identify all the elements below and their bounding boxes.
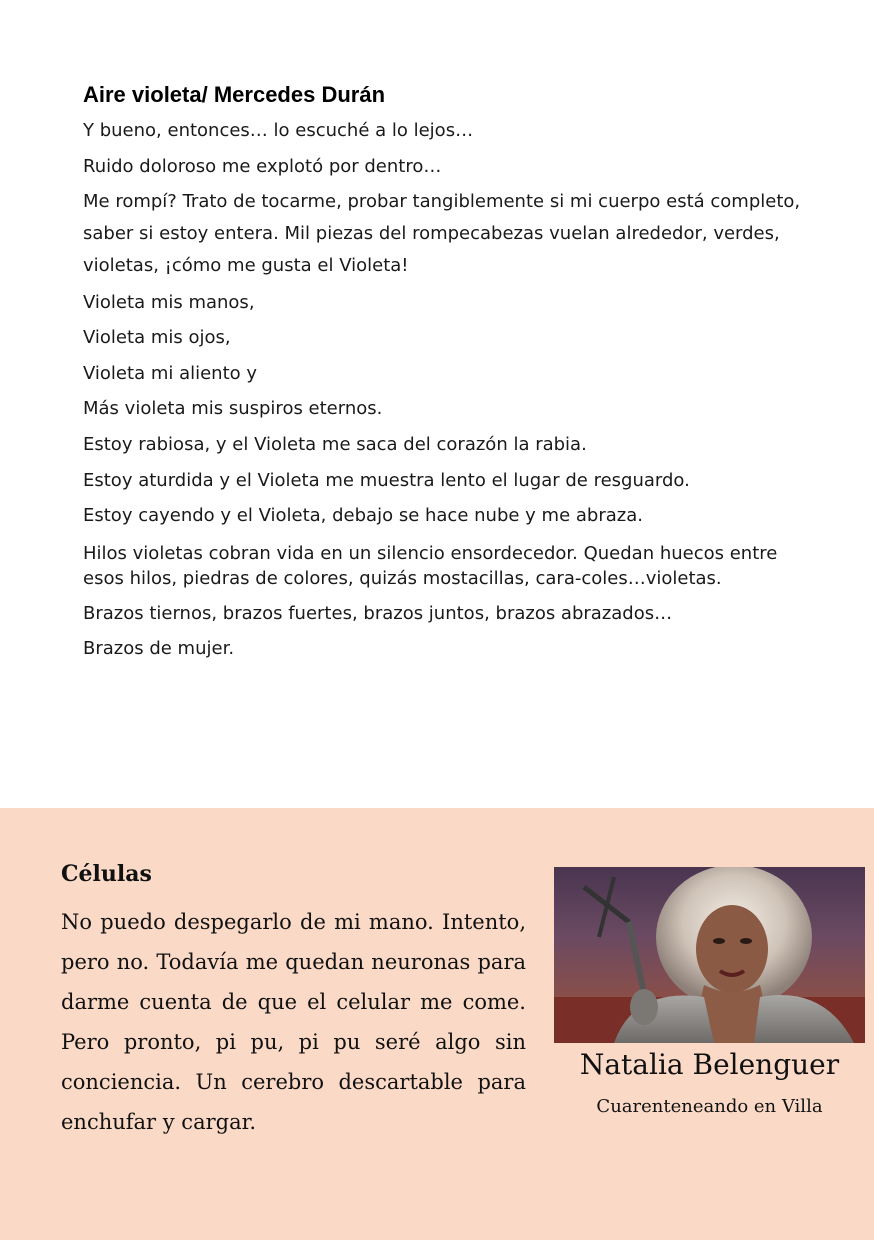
author-subtitle: Cuarenteneando en Villa <box>596 1096 823 1117</box>
poem-line: Violeta mis manos, <box>83 291 255 313</box>
poem-line: Brazos de mujer. <box>83 638 235 660</box>
portrait-photo <box>554 867 865 1043</box>
poem-line: Violeta mi aliento y <box>83 362 258 384</box>
celulas-text: No puedo despegarlo de mi mano. Intento, pero no. Todavía me quedan neuronas para darme cuenta de que el celular me come. Pero pronto, pi pu, pi pu seré algo sin conciencia. Un cerebro descartable para enchufar y cargar. <box>61 910 526 1134</box>
celulas-section <box>0 808 874 1240</box>
author-name: Natalia Belenguer <box>579 1048 840 1081</box>
portrait-photo-illustration <box>554 867 865 1043</box>
poem-line: Estoy aturdida y el Violeta me muestra lento el lugar de resguardo. <box>83 469 690 491</box>
poem-line: Violeta mis ojos, <box>83 327 231 349</box>
poem-section <box>83 82 803 674</box>
poem-title: Aire violeta/ Mercedes Durán <box>83 82 386 107</box>
poem-line: Estoy rabiosa, y el Violeta me saca del corazón la rabia. <box>83 433 587 455</box>
poem-line: Y bueno, entonces… lo escuché a lo lejos… <box>83 120 474 142</box>
poem-line: Más violeta mis suspiros eternos. <box>83 398 383 420</box>
poem-line: Brazos tiernos, brazos fuertes, brazos juntos, brazos abrazados… <box>83 602 673 624</box>
poem-paragraph: Hilos violetas cobran vida en un silencio ensordecedor. Quedan huecos entre esos hilos, piedras de colores, quizás mostacillas, cara-coles…violetas. <box>83 542 778 589</box>
poem-line: Estoy cayendo y el Violeta, debajo se hace nube y me abraza. <box>83 505 643 527</box>
celulas-title: Células <box>61 861 152 887</box>
poem-line: Ruido doloroso me explotó por dentro… <box>83 155 442 177</box>
poem-paragraph: Me rompí? Trato de tocarme, probar tangiblemente si mi cuerpo está completo, saber si estoy entera. Mil piezas del rompecabezas vuelan alrededor, verdes, violetas, ¡cómo me gusta el Violeta! <box>83 190 801 276</box>
